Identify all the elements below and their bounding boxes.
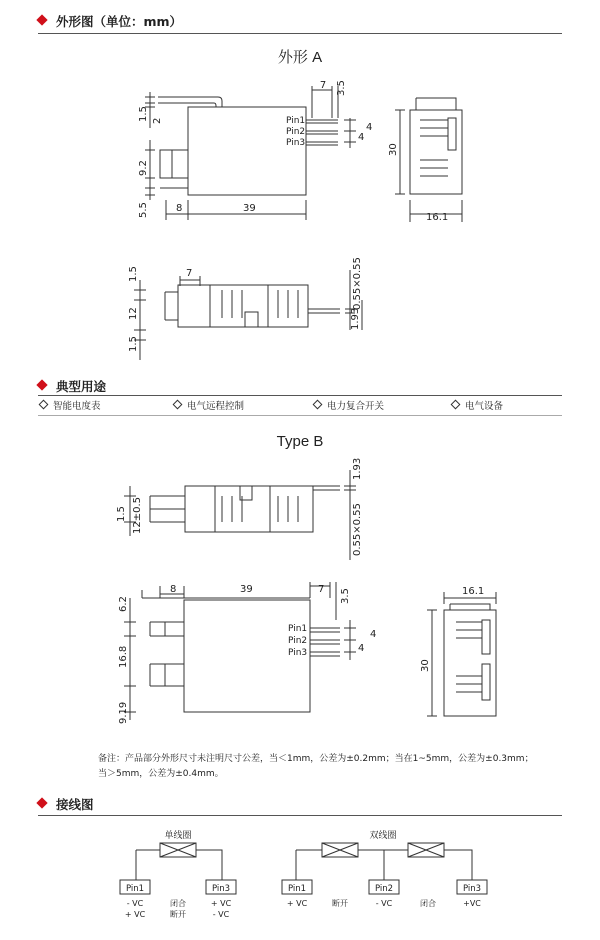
dim-b-30: 30 [420, 659, 431, 672]
double-pin2-sign: - VC [375, 899, 393, 908]
type-a-side-body [410, 110, 462, 194]
application-label: 智能电度表 [53, 401, 101, 412]
double-pin2-label: Pin2 [374, 884, 394, 894]
dim-a-30: 30 [388, 143, 399, 156]
application-item [40, 398, 101, 412]
dim-a-bottom-12: 12 [128, 307, 139, 320]
dim-a-7: 7 [319, 80, 327, 91]
dim-a-5-5: 5.5 [138, 202, 149, 218]
outline-diamond-icon [451, 400, 461, 410]
application-label: 电力复合开关 [327, 401, 385, 412]
dim-b-1-5: 1.5 [116, 506, 127, 522]
section-title-wiring: 接线图 [56, 797, 94, 812]
dim-b-1-93: 1.93 [352, 457, 363, 480]
dim-b-7: 7 [318, 584, 325, 595]
type-a-pin1-label: Pin1 [286, 116, 306, 126]
dim-a-bottom-1-93: 1.93 [350, 307, 361, 330]
outline-diamond-icon [39, 400, 49, 410]
dim-a-4-top: 4 [366, 122, 373, 133]
application-label: 电气设备 [465, 401, 504, 412]
application-item [174, 398, 244, 412]
double-pin3-sign: +VC [463, 899, 481, 908]
single-state-2: 断开 [170, 910, 186, 919]
single-pin1-label: Pin1 [125, 884, 145, 894]
type-b-pin2-label: Pin2 [288, 636, 308, 646]
double-pin1-label: Pin1 [287, 884, 307, 894]
dim-a-4-bottom: 4 [358, 132, 365, 143]
section-divider [38, 415, 562, 416]
applications-list [38, 398, 562, 414]
outline-diamond-icon [173, 400, 183, 410]
dim-b-16-8: 16.8 [118, 645, 129, 668]
dim-a-bottom-1-5-top: 1.5 [128, 266, 139, 282]
section-divider [38, 395, 562, 396]
dim-b-16-1: 16.1 [462, 586, 485, 597]
dim-a-bottom-7: 7 [186, 268, 193, 279]
dim-b-4-bottom: 4 [358, 643, 365, 654]
section-title-outline: 外形图（单位：mm） [56, 14, 183, 29]
double-state-b: 闭合 [420, 899, 436, 908]
single-pin1-sign-1: - VC [126, 899, 144, 908]
dim-a-9-2: 9.2 [138, 160, 149, 176]
type-b-pin3-label: Pin3 [288, 648, 308, 658]
tolerance-note: 备注：产品部分外形尺寸未注明尺寸公差，当＜1mm，公差为±0.2mm；当在1~5mm，公差为±0.3mm；当＞5mm，公差为±0.4mm。 [98, 754, 534, 779]
single-coil-title: 单线圈 [164, 831, 192, 841]
application-item [452, 398, 503, 412]
dim-a-1-5: 1.5 [138, 106, 149, 122]
single-pin1-sign-2: + VC [124, 910, 146, 919]
dim-a-8: 8 [176, 203, 183, 214]
type-a-caption: 外形 A [277, 49, 323, 66]
application-item [314, 398, 384, 412]
dim-b-12: 12±0.5 [132, 496, 143, 534]
dim-a-16-1: 16.1 [426, 212, 449, 223]
dim-a-2: 2 [152, 117, 163, 124]
section-divider [38, 815, 562, 816]
single-pin3-sign-1: + VC [210, 899, 232, 908]
dim-a-bottom-0-55: 0.55×0.55 [352, 257, 363, 310]
outline-diamond-icon [313, 400, 323, 410]
double-state-a: 断开 [332, 899, 348, 908]
dim-b-8: 8 [170, 584, 177, 595]
dim-a-3-5: 3.5 [336, 80, 347, 96]
application-label: 电气远程控制 [187, 401, 245, 412]
dim-b-4-top: 4 [370, 629, 377, 640]
dim-a-39: 39 [243, 203, 256, 214]
section-title-applications: 典型用途 [56, 379, 107, 394]
dim-b-9-19: 9.19 [118, 701, 129, 724]
dim-b-6-2: 6.2 [118, 596, 129, 612]
dim-b-3-5: 3.5 [340, 588, 351, 604]
type-b-caption: Type B [276, 433, 324, 450]
double-coil-title: 双线圈 [369, 831, 397, 841]
dim-a-bottom-1-5-bottom: 1.5 [128, 336, 139, 352]
single-pin3-label: Pin3 [211, 884, 231, 894]
dim-b-0-55: 0.55×0.55 [352, 503, 363, 556]
double-pin3-label: Pin3 [462, 884, 482, 894]
single-state-1: 闭合 [170, 899, 186, 908]
single-pin3-sign-2: - VC [212, 910, 230, 919]
dim-b-39: 39 [240, 584, 253, 595]
type-b-pin1-label: Pin1 [288, 624, 308, 634]
type-a-pin2-label: Pin2 [286, 127, 306, 137]
type-a-pin3-label: Pin3 [286, 138, 306, 148]
double-pin1-sign: + VC [286, 899, 308, 908]
